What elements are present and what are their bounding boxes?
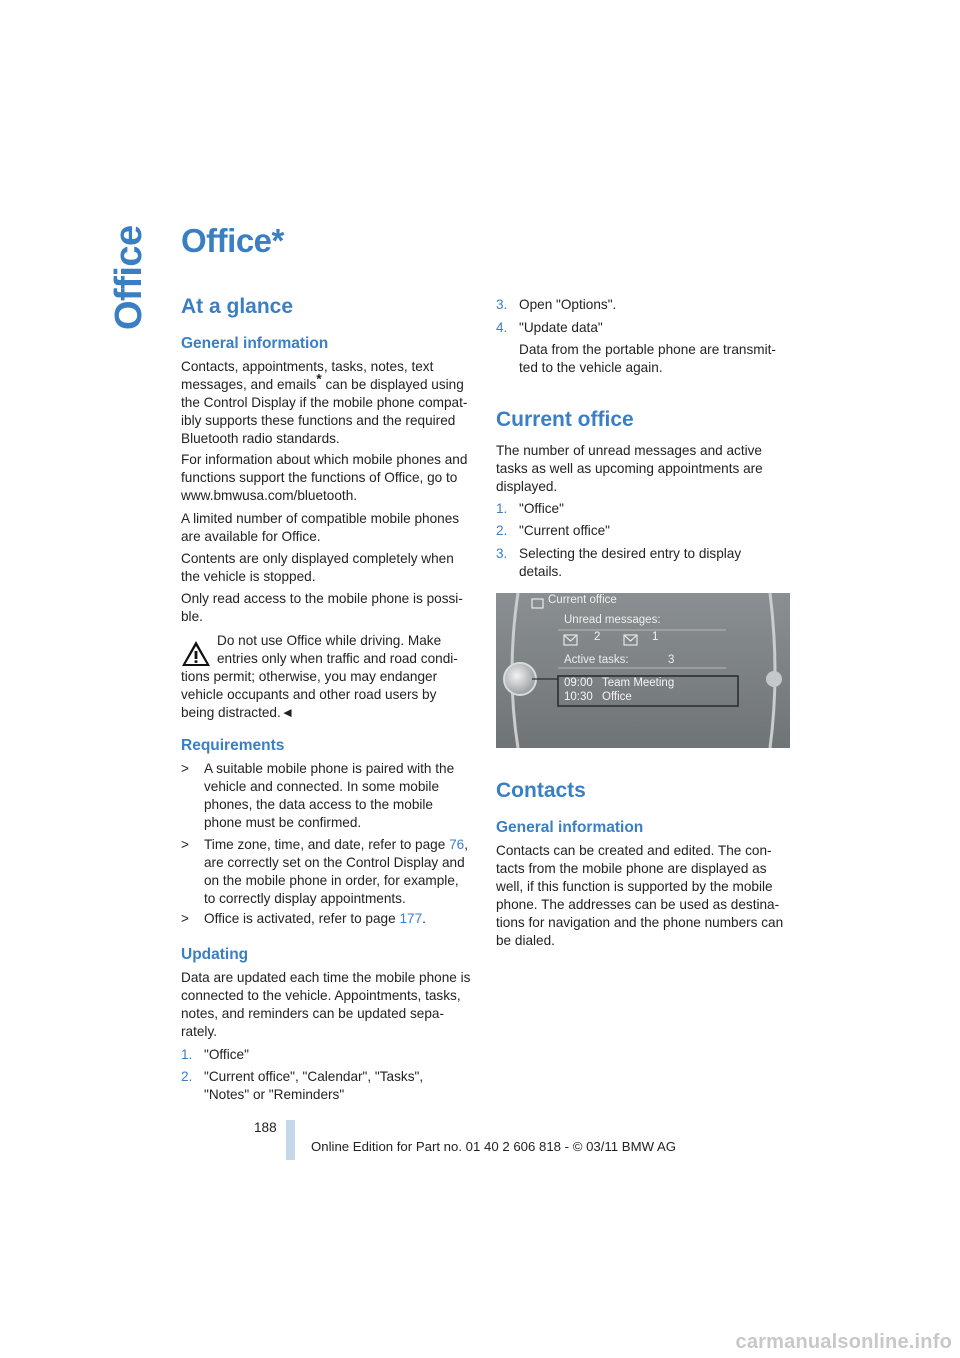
heading-general-information: General information <box>181 335 329 352</box>
text-line: well, if this function is supported by the mobile <box>496 879 773 894</box>
step-number: 4. <box>496 320 508 335</box>
contacts-paragraph <box>496 842 788 950</box>
heading-contacts: Contacts <box>496 779 586 802</box>
page-title <box>181 222 284 260</box>
unread-count-email: 1 <box>652 631 659 643</box>
list-item-text <box>204 760 474 832</box>
text-line: Contents are only displayed completely when <box>181 551 454 566</box>
general-info-paragraph <box>181 358 473 448</box>
step-text <box>519 545 789 581</box>
text-line: the Control Display if the mobile phone compat- <box>181 395 468 410</box>
text-line: For information about which mobile phones and <box>181 452 468 467</box>
compatibility-paragraph <box>181 451 473 505</box>
text-line: tions permit; otherwise, you may endanger <box>181 669 438 684</box>
text-line: vehicle occupants and other road users by <box>181 687 437 702</box>
display-stopped-paragraph <box>181 550 473 586</box>
control-display-screenshot <box>496 593 790 748</box>
text-line: details. <box>519 564 563 579</box>
active-tasks-label: Active tasks: <box>564 654 629 666</box>
text-line: tacts from the mobile phone are displayed as <box>496 861 767 876</box>
list-item-text <box>204 910 474 928</box>
text-span: being distracted. <box>181 705 281 720</box>
appointment-title: Team Meeting <box>602 677 675 689</box>
text-span: can be displayed using <box>321 377 464 392</box>
text-span: . <box>422 911 426 926</box>
text-line: are available for Office. <box>181 529 321 544</box>
text-span: Office is activated, refer to page <box>204 911 400 926</box>
text-line: ibly supports these functions and the required <box>181 413 456 428</box>
page-number: 188 <box>254 1120 277 1135</box>
text-line: ted to the vehicle again. <box>519 360 663 375</box>
optional-equipment-star: * <box>316 370 322 387</box>
updating-paragraph <box>181 969 473 1041</box>
text-line: A limited number of compatible mobile phones <box>181 511 460 526</box>
warning-notice <box>181 632 473 722</box>
text-span: Time zone, time, and date, refer to page <box>204 837 450 852</box>
text-line: Contacts can be created and edited. The con- <box>496 843 772 858</box>
step-text: Open "Options". <box>519 297 617 312</box>
step-number: 3. <box>496 297 508 312</box>
edition-notice: Online Edition for Part no. 01 40 2 606 818 - © 03/11 BMW AG <box>311 1139 677 1154</box>
step-number: 2. <box>181 1069 193 1084</box>
page-reference-link[interactable]: 76 <box>449 837 465 852</box>
text-line: Do not use Office while driving. Make <box>217 633 442 648</box>
heading-requirements: Requirements <box>181 737 285 754</box>
text-line: rately. <box>181 1024 218 1039</box>
step-number: 3. <box>496 546 508 561</box>
text-line: on the mobile phone in order, for example, <box>204 873 459 888</box>
text-line: phone. The addresses can be used as destina- <box>496 897 780 912</box>
text-line: A suitable mobile phone is paired with the <box>204 761 455 776</box>
step-number: 1. <box>496 501 508 516</box>
step-number: 1. <box>181 1047 193 1062</box>
text-line: the vehicle is stopped. <box>181 569 316 584</box>
bullet-mark: > <box>181 911 189 926</box>
heading-current-office: Current office <box>496 408 634 431</box>
text-line: to correctly display appointments. <box>204 891 406 906</box>
page-reference-link[interactable]: 177 <box>399 911 423 926</box>
text-line: Bluetooth radio standards. <box>181 431 340 446</box>
appointment-time: 09:00 <box>564 677 593 689</box>
screen-title: Current office <box>548 594 617 606</box>
heading-updating: Updating <box>181 946 249 963</box>
text-line: "Notes" or "Reminders" <box>204 1087 345 1102</box>
text-line: "Current office", "Calendar", "Tasks", <box>204 1069 424 1084</box>
text-line: The number of unread messages and active <box>496 443 762 458</box>
text-line: phones, the data access to the mobile <box>204 797 433 812</box>
text-line: tasks as well as upcoming appointments are <box>496 461 763 476</box>
page-title-text: Office <box>181 222 272 259</box>
text-line: vehicle and connected. In some mobile <box>204 779 440 794</box>
read-access-paragraph <box>181 590 473 626</box>
step-number: 2. <box>496 523 508 538</box>
step-text <box>519 319 789 377</box>
step-text: "Office" <box>204 1047 249 1062</box>
text-line: entries only when traffic and road condi- <box>217 651 458 666</box>
watermark: carmanualsonline.info <box>735 1331 952 1353</box>
text-line: Data from the portable phone are transmit- <box>519 342 776 357</box>
text-line: displayed. <box>496 479 558 494</box>
text-line: ble. <box>181 609 203 624</box>
step-text <box>204 1068 474 1104</box>
footer-accent-bar <box>286 1120 295 1160</box>
text-line: are correctly set on the Control Display and <box>204 855 465 870</box>
text-span: messages, and emails <box>181 377 317 392</box>
text-line: phone must be confirmed. <box>204 815 362 830</box>
optional-equipment-star: * <box>271 222 284 259</box>
step-text: "Office" <box>519 501 564 516</box>
text-line: Selecting the desired entry to display <box>519 546 742 561</box>
text-line: functions support the functions of Office, go to <box>181 470 458 485</box>
step-text: "Current office" <box>519 523 611 538</box>
chapter-side-tab-label: Office <box>108 225 150 330</box>
text-line <box>181 704 473 722</box>
unread-messages-label: Unread messages: <box>564 614 661 626</box>
unread-count-sms: 2 <box>594 631 601 643</box>
end-mark: ◄ <box>280 705 295 720</box>
heading-at-a-glance: At a glance <box>181 295 294 318</box>
text-line: tions for navigation and the phone numbers can <box>496 915 784 930</box>
active-tasks-count: 3 <box>668 654 675 666</box>
text-line: be dialed. <box>496 933 555 948</box>
text-line <box>204 836 474 854</box>
text-line: "Update data" <box>519 320 603 335</box>
text-line <box>181 370 473 394</box>
bullet-mark: > <box>181 837 189 852</box>
limited-phones-paragraph <box>181 510 473 546</box>
appointment-time: 10:30 <box>564 691 593 703</box>
text-line: notes, and reminders can be updated sepa- <box>181 1006 444 1021</box>
list-item-text <box>204 836 474 908</box>
current-office-paragraph <box>496 442 788 496</box>
text-span: , <box>464 837 468 852</box>
text-line: Data are updated each time the mobile phone is <box>181 970 471 985</box>
warning-triangle-icon <box>181 640 211 667</box>
bullet-mark: > <box>181 761 189 776</box>
text-line: connected to the vehicle. Appointments, tasks, <box>181 988 461 1003</box>
heading-contacts-general-information: General information <box>496 819 644 836</box>
text-line: www.bmwusa.com/bluetooth. <box>181 488 358 503</box>
text-line: Only read access to the mobile phone is possi- <box>181 591 463 606</box>
chapter-side-tab <box>108 225 152 330</box>
appointment-title: Office <box>602 691 632 703</box>
text-line <box>204 910 474 928</box>
text-line: Contacts, appointments, tasks, notes, text <box>181 359 434 374</box>
